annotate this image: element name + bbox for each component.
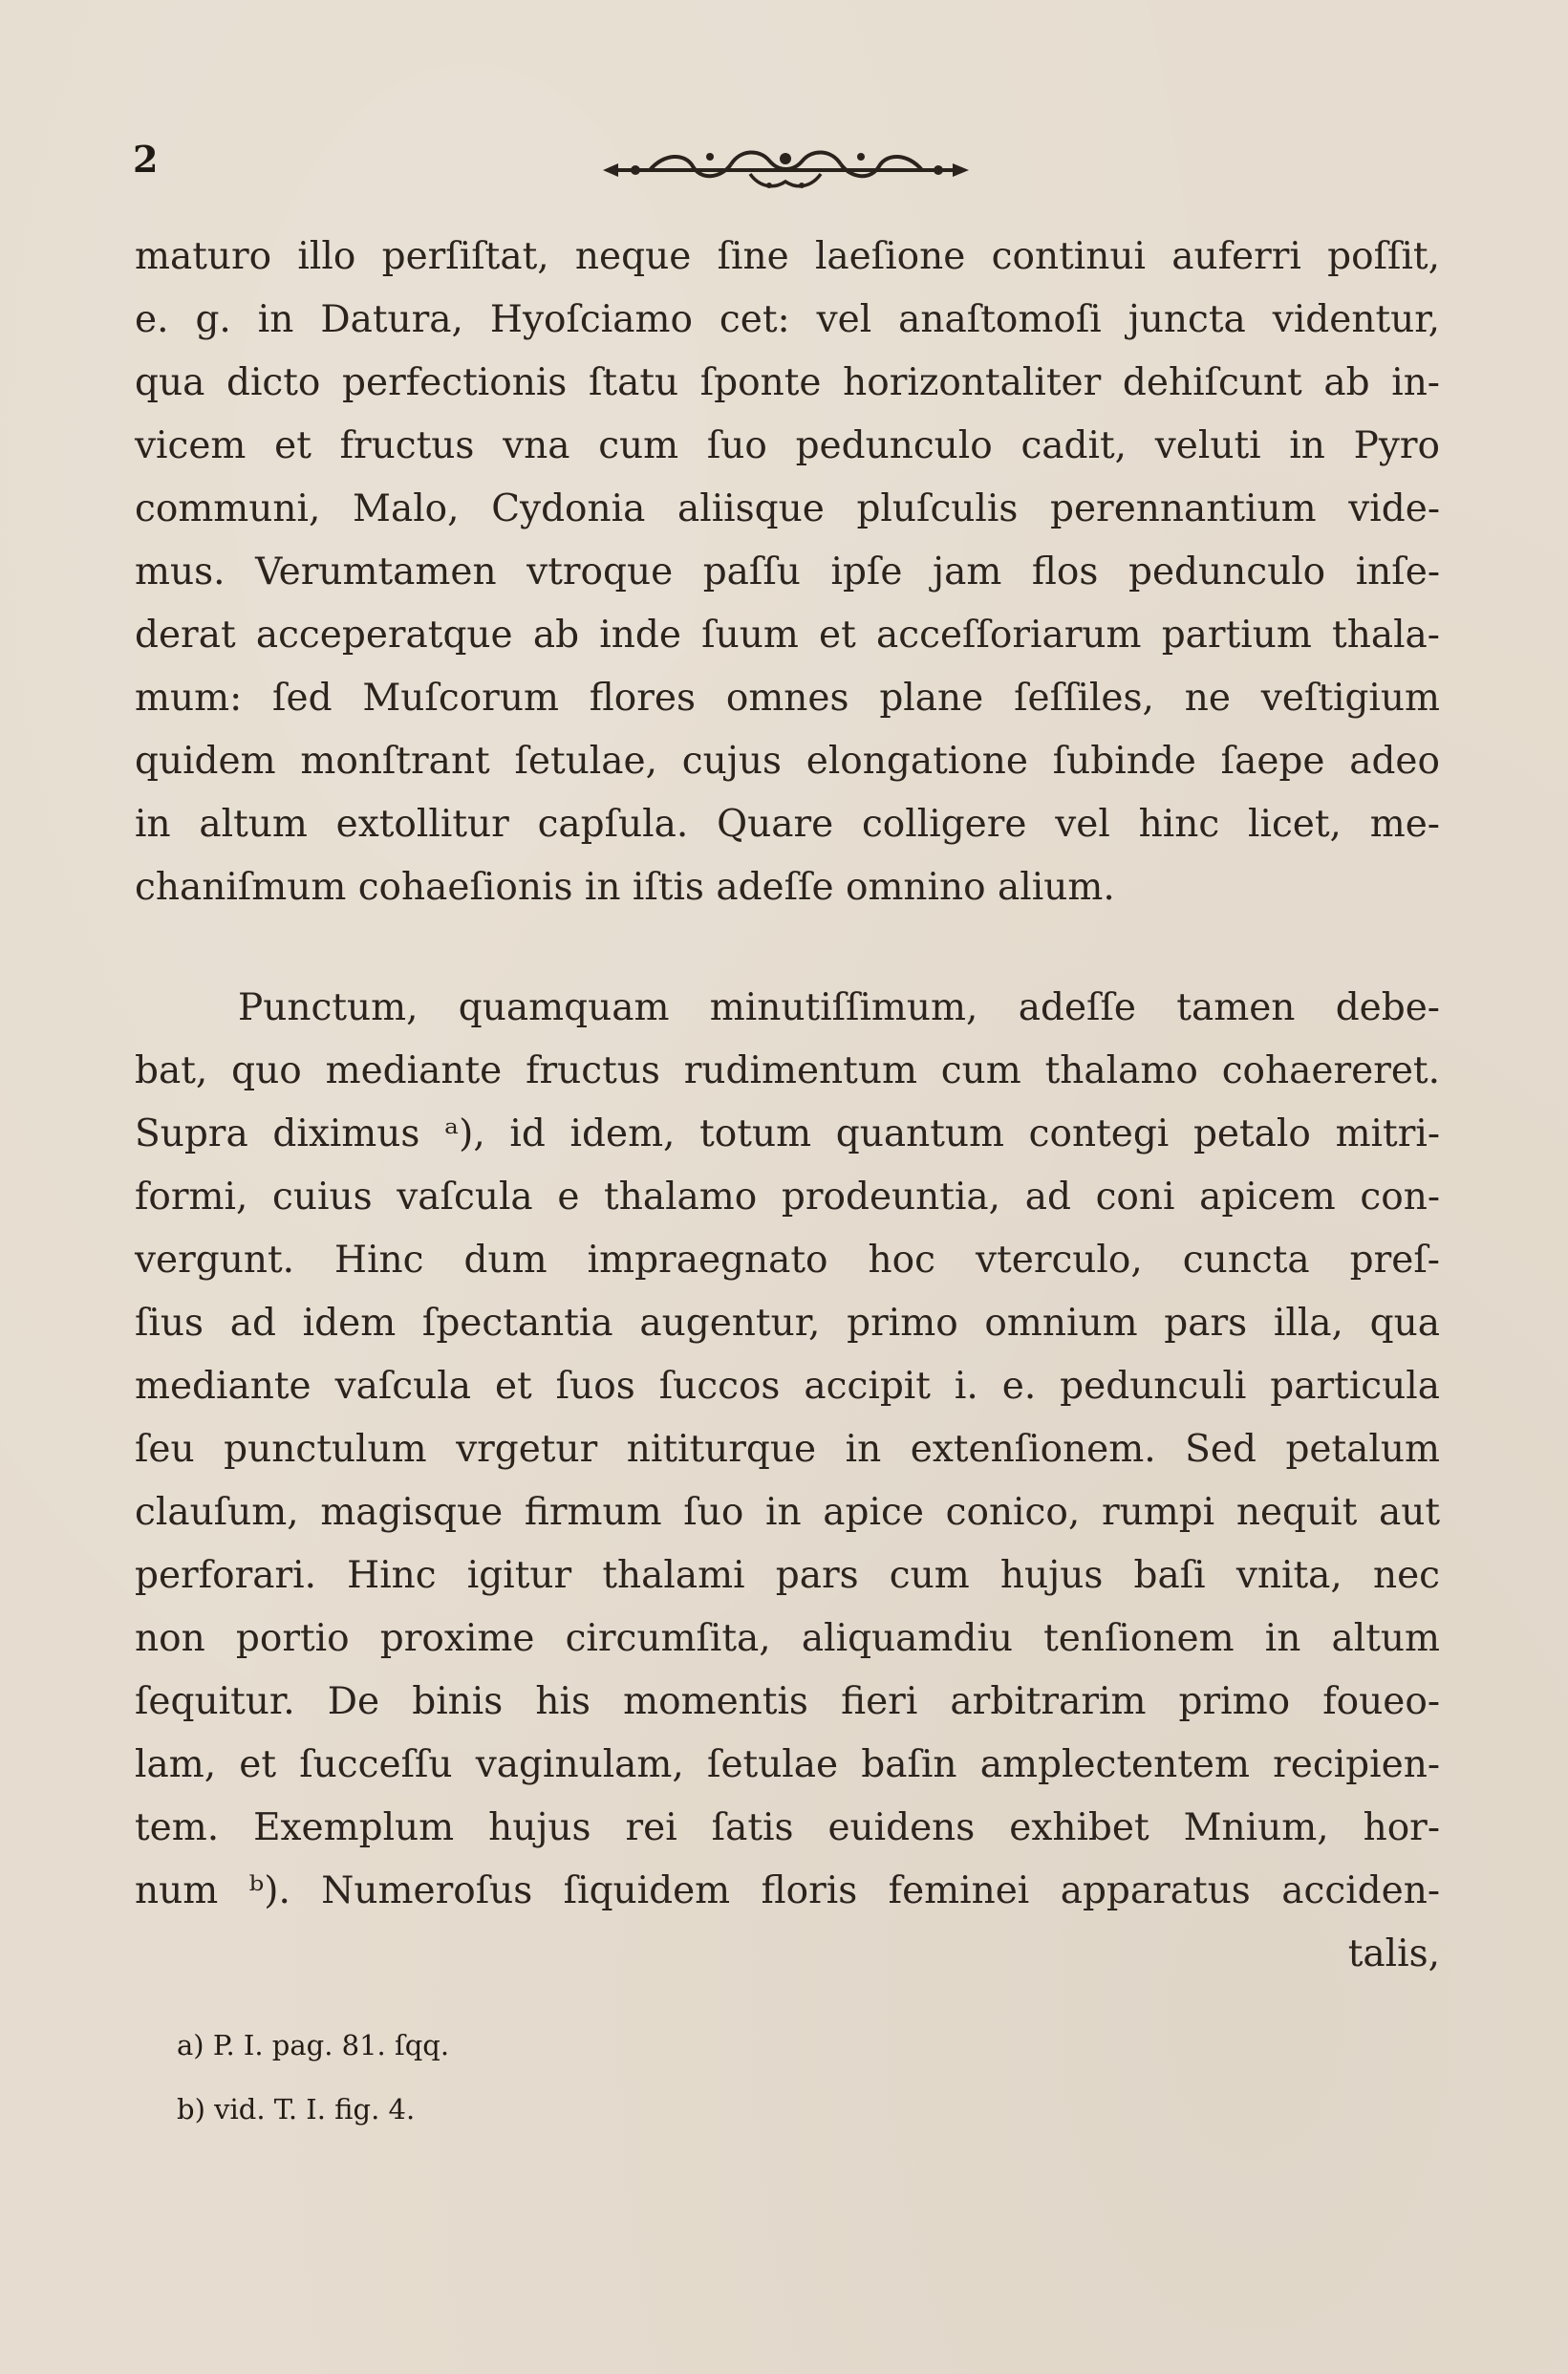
text-line: derat acceperatque ab inde ſuum et acceſſoriarum partium thala- xyxy=(135,614,1440,657)
page-number: 2 xyxy=(133,138,159,181)
text-line: vergunt. Hinc dum impraegnato hoc vterculo, cuncta preſ- xyxy=(135,1239,1440,1282)
footnote-a: a) P. I. pag. 81. ſqq. xyxy=(177,2029,450,2061)
text-line: ſequitur. De binis his momentis fieri arbitrarim primo foueo- xyxy=(135,1680,1440,1723)
paragraph-2 xyxy=(135,977,1440,1986)
footnotes xyxy=(177,2024,449,2152)
decorative-ornament-icon xyxy=(597,143,975,197)
text-line: Supra diximus ᵃ), id idem, totum quantum contegi petalo mitri- xyxy=(135,1112,1440,1155)
catchword: talis, xyxy=(1347,1932,1440,1975)
text-line: qua dicto perfectionis ſtatu ſponte horizontaliter dehiſcunt ab in- xyxy=(135,361,1440,404)
text-line: communi, Malo, Cydonia aliisque pluſculis perennantium vide- xyxy=(135,487,1440,530)
text-line: ſius ad idem ſpectantia augentur, primo omnium pars illa, qua xyxy=(135,1302,1440,1345)
paragraph-1 xyxy=(135,226,1440,919)
text-line: tem. Exemplum hujus rei ſatis euidens exhibet Mnium, hor- xyxy=(135,1806,1440,1849)
text-line: perforari. Hinc igitur thalami pars cum hujus baſi vnita, nec xyxy=(135,1554,1440,1597)
text-line: quidem monſtrant ſetulae, cujus elongatione ſubinde ſaepe adeo xyxy=(135,740,1440,783)
text-line: e. g. in Datura, Hyoſciamo cet: vel anaſtomoſi juncta videntur, xyxy=(135,298,1440,341)
text-line: lam, et ſucceſſu vaginulam, ſetulae baſin amplectentem recipien- xyxy=(135,1743,1440,1786)
footnote-b: b) vid. T. I. fig. 4. xyxy=(177,2093,416,2126)
text-line: in altum extollitur capſula. Quare colligere vel hinc licet, me- xyxy=(135,803,1440,846)
text-line: mediante vaſcula et ſuos ſuccos accipit i. e. pedunculi particula xyxy=(135,1365,1440,1408)
text-line: chaniſmum cohaeſionis in iſtis adeſſe omnino alium. xyxy=(135,866,1115,909)
text-line: mus. Verumtamen vtroque paſſu ipſe jam flos pedunculo inſe- xyxy=(135,550,1440,594)
text-line: non portio proxime circumſita, aliquamdiu tenſionem in altum xyxy=(135,1617,1440,1660)
text-line: formi, cuius vaſcula e thalamo prodeuntia, ad coni apicem con- xyxy=(135,1176,1440,1219)
text-line: vicem et fructus vna cum ſuo pedunculo cadit, veluti in Pyro xyxy=(135,424,1440,467)
text-line: mum: ſed Muſcorum flores omnes plane ſeſſiles, ne veſtigium xyxy=(135,677,1440,720)
text-line: num ᵇ). Numeroſus ſiquidem floris feminei apparatus acciden- xyxy=(135,1869,1440,1912)
text-line: maturo illo perſiſtat, neque ſine laeſione continui auferri poſſit, xyxy=(135,235,1440,278)
text-line: Punctum, quamquam minutiſſimum, adeſſe tamen debe- xyxy=(238,986,1440,1029)
text-line: bat, quo mediante fructus rudimentum cum thalamo cohaereret. xyxy=(135,1049,1440,1092)
text-line: ſeu punctulum vrgetur nititurque in extenſionem. Sed petalum xyxy=(135,1428,1440,1471)
text-line: clauſum, magisque firmum ſuo in apice conico, rumpi nequit aut xyxy=(135,1491,1440,1534)
